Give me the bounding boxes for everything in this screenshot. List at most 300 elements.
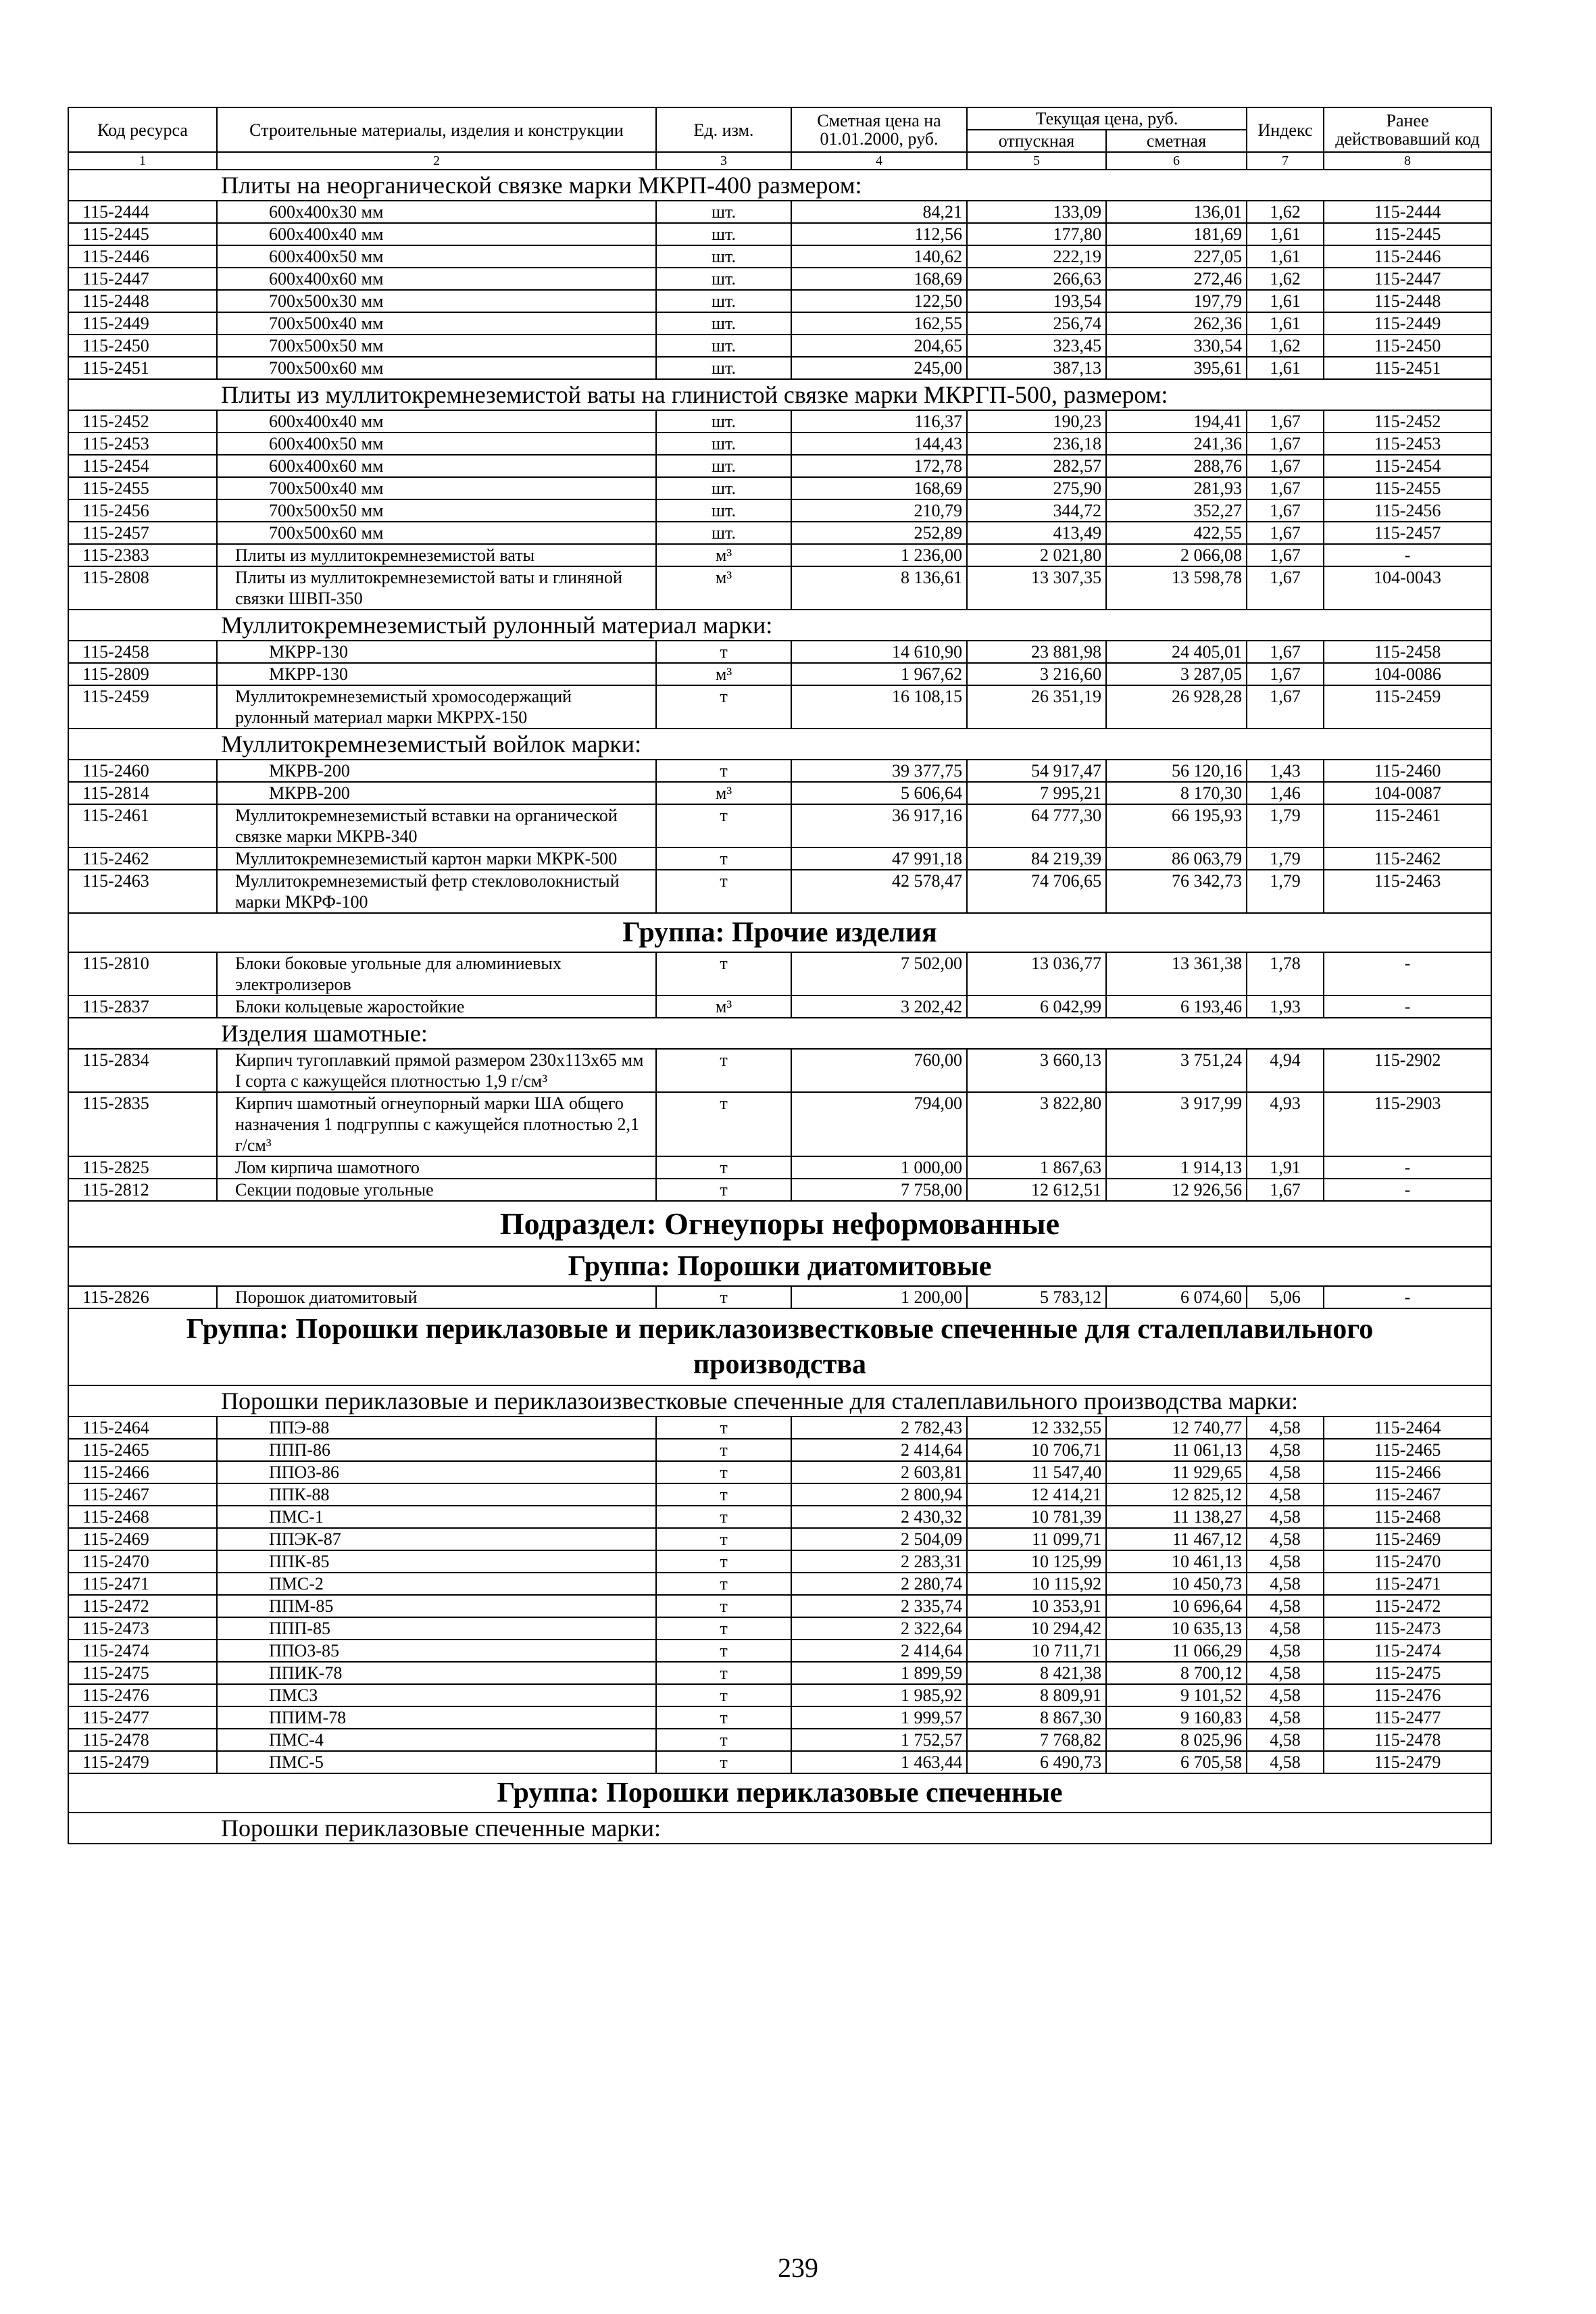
price-2000: 116,37	[791, 410, 967, 433]
release-price: 74 706,65	[967, 870, 1106, 913]
estimate-price: 6 074,60	[1106, 1286, 1247, 1308]
material-name: ППОЗ-86	[217, 1461, 656, 1483]
price-2000: 2 414,64	[791, 1640, 967, 1662]
resource-code: 115-2473	[68, 1617, 217, 1640]
index: 1,67	[1247, 499, 1324, 522]
material-name: МКРВ-200	[217, 782, 656, 804]
index: 1,93	[1247, 995, 1324, 1018]
table-row	[68, 1550, 1491, 1573]
estimate-price: 6 193,46	[1106, 995, 1247, 1018]
subgroup-heading-row	[68, 170, 1491, 201]
unit: т	[656, 1573, 791, 1595]
index: 1,67	[1247, 477, 1324, 499]
estimate-price: 272,46	[1106, 268, 1247, 290]
material-name: Плиты из муллитокремнеземистой ваты	[217, 544, 656, 566]
index: 1,67	[1247, 641, 1324, 663]
estimate-price: 13 598,78	[1106, 566, 1247, 610]
material-name: ПМС-1	[217, 1506, 656, 1528]
unit: шт.	[656, 312, 791, 335]
release-price: 1 867,63	[967, 1156, 1106, 1179]
index: 4,58	[1247, 1706, 1324, 1729]
estimate-price: 66 195,93	[1106, 804, 1247, 847]
material-name: 700x500x60 мм	[217, 522, 656, 544]
estimate-price: 11 066,29	[1106, 1640, 1247, 1662]
resource-code: 115-2478	[68, 1729, 217, 1751]
unit: т	[656, 1706, 791, 1729]
material-name: Кирпич тугоплавкий прямой размером 230x113x65 мм I сорта с кажущейся плотностью 1,9 г/см³	[217, 1049, 656, 1092]
price-2000: 1 985,92	[791, 1684, 967, 1706]
index: 4,58	[1247, 1573, 1324, 1595]
unit: т	[656, 952, 791, 995]
resource-code: 115-2462	[68, 847, 217, 870]
estimate-price: 3 917,99	[1106, 1092, 1247, 1156]
release-price: 7 995,21	[967, 782, 1106, 804]
material-name: Плиты из муллитокремнеземистой ваты и глиняной связки ШВП-350	[217, 566, 656, 610]
unit: шт.	[656, 245, 791, 268]
unit: шт.	[656, 455, 791, 477]
index: 1,67	[1247, 1179, 1324, 1201]
table-row	[68, 1417, 1491, 1439]
header-estimate-price: сметная	[1106, 130, 1247, 152]
index: 4,58	[1247, 1483, 1324, 1506]
unit: т	[656, 1179, 791, 1201]
price-2000: 122,50	[791, 290, 967, 312]
estimate-price: 422,55	[1106, 522, 1247, 544]
release-price: 8 421,38	[967, 1662, 1106, 1684]
material-name: ППК-88	[217, 1483, 656, 1506]
estimate-price: 86 063,79	[1106, 847, 1247, 870]
table-row	[68, 1729, 1491, 1751]
table-row	[68, 544, 1491, 566]
release-price: 177,80	[967, 223, 1106, 245]
previous-code: 115-2444	[1324, 201, 1491, 223]
material-name: ППП-85	[217, 1617, 656, 1640]
release-price: 3 216,60	[967, 663, 1106, 685]
estimate-price: 395,61	[1106, 357, 1247, 379]
material-name: 600x400x60 мм	[217, 268, 656, 290]
release-price: 23 881,98	[967, 641, 1106, 663]
subgroup-heading-row	[68, 1385, 1491, 1417]
subgroup-heading-row	[68, 610, 1491, 641]
release-price: 266,63	[967, 268, 1106, 290]
material-name: ППИК-78	[217, 1662, 656, 1684]
previous-code: 115-2475	[1324, 1662, 1491, 1684]
release-price: 64 777,30	[967, 804, 1106, 847]
table-row	[68, 290, 1491, 312]
estimate-price: 330,54	[1106, 335, 1247, 357]
table-row	[68, 1573, 1491, 1595]
material-name: 600x400x60 мм	[217, 455, 656, 477]
previous-code: 115-2450	[1324, 335, 1491, 357]
release-price: 8 809,91	[967, 1684, 1106, 1706]
material-name: МКРР-130	[217, 663, 656, 685]
table-row	[68, 477, 1491, 499]
resource-code: 115-2463	[68, 870, 217, 913]
unit: т	[656, 1049, 791, 1092]
resource-code: 115-2466	[68, 1461, 217, 1483]
subsection-heading-row	[68, 1201, 1491, 1247]
table-row	[68, 433, 1491, 455]
resource-code: 115-2460	[68, 760, 217, 782]
table-row	[68, 312, 1491, 335]
unit: шт.	[656, 290, 791, 312]
material-name: ПМС-4	[217, 1729, 656, 1751]
resource-code: 115-2461	[68, 804, 217, 847]
resource-code: 115-2383	[68, 544, 217, 566]
table-row	[68, 1049, 1491, 1092]
price-2000: 36 917,16	[791, 804, 967, 847]
previous-code: 115-2478	[1324, 1729, 1491, 1751]
estimate-price: 26 928,28	[1106, 685, 1247, 729]
unit: т	[656, 1729, 791, 1751]
estimate-price: 11 467,12	[1106, 1528, 1247, 1550]
table-row	[68, 1706, 1491, 1729]
resource-code: 115-2449	[68, 312, 217, 335]
table-row	[68, 760, 1491, 782]
release-price: 3 822,80	[967, 1092, 1106, 1156]
subgroup-heading: Плиты на неорганической связке марки МКРП-400 размером:	[68, 170, 1491, 201]
estimate-price: 6 705,58	[1106, 1751, 1247, 1773]
estimate-price: 10 450,73	[1106, 1573, 1247, 1595]
subgroup-heading-row	[68, 729, 1491, 760]
price-2000: 2 322,64	[791, 1617, 967, 1640]
previous-code: 104-0086	[1324, 663, 1491, 685]
group-heading-row	[68, 1247, 1491, 1286]
release-price: 275,90	[967, 477, 1106, 499]
estimate-price: 56 120,16	[1106, 760, 1247, 782]
subgroup-heading: Изделия шамотные:	[68, 1018, 1491, 1049]
release-price: 12 414,21	[967, 1483, 1106, 1506]
unit: т	[656, 1684, 791, 1706]
price-2000: 794,00	[791, 1092, 967, 1156]
header-name: Строительные материалы, изделия и конструкции	[217, 107, 656, 152]
group-heading: Группа: Порошки периклазовые спеченные	[68, 1773, 1491, 1813]
index: 1,67	[1247, 410, 1324, 433]
table-row	[68, 522, 1491, 544]
group-heading-row	[68, 1773, 1491, 1813]
release-price: 3 660,13	[967, 1049, 1106, 1092]
release-price: 10 125,99	[967, 1550, 1106, 1573]
release-price: 282,57	[967, 455, 1106, 477]
unit: т	[656, 1439, 791, 1461]
price-2000: 162,55	[791, 312, 967, 335]
estimate-price: 10 461,13	[1106, 1550, 1247, 1573]
price-2000: 144,43	[791, 433, 967, 455]
price-2000: 1 899,59	[791, 1662, 967, 1684]
header-release-price: отпускная	[967, 130, 1106, 152]
release-price: 6 042,99	[967, 995, 1106, 1018]
price-2000: 84,21	[791, 201, 967, 223]
resource-code: 115-2452	[68, 410, 217, 433]
subgroup-heading: Порошки периклазовые спеченные марки:	[68, 1813, 1491, 1844]
table-row	[68, 1286, 1491, 1308]
resource-code: 115-2446	[68, 245, 217, 268]
release-price: 344,72	[967, 499, 1106, 522]
previous-code: 115-2468	[1324, 1506, 1491, 1528]
previous-code: 115-2476	[1324, 1684, 1491, 1706]
estimate-price: 13 361,38	[1106, 952, 1247, 995]
resource-code: 115-2444	[68, 201, 217, 223]
unit: т	[656, 1595, 791, 1617]
table-body	[68, 170, 1491, 1844]
price-2000: 168,69	[791, 477, 967, 499]
index: 1,67	[1247, 544, 1324, 566]
unit: т	[656, 804, 791, 847]
material-name: 700x500x40 мм	[217, 312, 656, 335]
resource-code: 115-2837	[68, 995, 217, 1018]
estimate-price: 12 926,56	[1106, 1179, 1247, 1201]
material-name: ПМС-5	[217, 1751, 656, 1773]
previous-code: 115-2456	[1324, 499, 1491, 522]
document-page	[68, 107, 1491, 1844]
previous-code: 115-2464	[1324, 1417, 1491, 1439]
table-row	[68, 201, 1491, 223]
table-row	[68, 1528, 1491, 1550]
index: 1,79	[1247, 804, 1324, 847]
unit: т	[656, 1640, 791, 1662]
index: 1,67	[1247, 566, 1324, 610]
resource-code: 115-2474	[68, 1640, 217, 1662]
unit: т	[656, 1156, 791, 1179]
material-name: Муллитокремнеземистый картон марки МКРК-500	[217, 847, 656, 870]
index: 1,79	[1247, 847, 1324, 870]
price-2000: 172,78	[791, 455, 967, 477]
release-price: 10 353,91	[967, 1595, 1106, 1617]
resource-code: 115-2470	[68, 1550, 217, 1573]
price-2000: 210,79	[791, 499, 967, 522]
resource-code: 115-2479	[68, 1751, 217, 1773]
table-row	[68, 335, 1491, 357]
release-price: 10 706,71	[967, 1439, 1106, 1461]
estimate-price: 11 061,13	[1106, 1439, 1247, 1461]
price-2000: 1 236,00	[791, 544, 967, 566]
subgroup-heading-row	[68, 1813, 1491, 1844]
unit: т	[656, 641, 791, 663]
previous-code: -	[1324, 1286, 1491, 1308]
header-current-price: Текущая цена, руб.	[967, 107, 1247, 130]
index: 1,61	[1247, 357, 1324, 379]
price-2000: 2 283,31	[791, 1550, 967, 1573]
previous-code: 115-2452	[1324, 410, 1491, 433]
table-row	[68, 952, 1491, 995]
release-price: 10 115,92	[967, 1573, 1106, 1595]
previous-code: 115-2479	[1324, 1751, 1491, 1773]
estimate-price: 262,36	[1106, 312, 1247, 335]
release-price: 6 490,73	[967, 1751, 1106, 1773]
price-2000: 2 430,32	[791, 1506, 967, 1528]
resource-code: 115-2477	[68, 1706, 217, 1729]
group-heading-row	[68, 913, 1491, 952]
subgroup-heading: Порошки периклазовые и периклазоизвестковые спеченные для сталеплавильного производства марки:	[68, 1385, 1491, 1417]
price-2000: 14 610,90	[791, 641, 967, 663]
price-2000: 140,62	[791, 245, 967, 268]
price-2000: 168,69	[791, 268, 967, 290]
previous-code: 115-2469	[1324, 1528, 1491, 1550]
material-name: 600x400x30 мм	[217, 201, 656, 223]
unit: т	[656, 1550, 791, 1573]
index: 1,46	[1247, 782, 1324, 804]
table-row	[68, 245, 1491, 268]
index: 4,58	[1247, 1417, 1324, 1439]
material-name: 600x400x50 мм	[217, 433, 656, 455]
previous-code: 115-2460	[1324, 760, 1491, 782]
subgroup-heading: Муллитокремнеземистый войлок марки:	[68, 729, 1491, 760]
unit: м³	[656, 544, 791, 566]
estimate-price: 227,05	[1106, 245, 1247, 268]
price-2000: 5 606,64	[791, 782, 967, 804]
unit: т	[656, 1662, 791, 1684]
previous-code: 115-2455	[1324, 477, 1491, 499]
release-price: 7 768,82	[967, 1729, 1106, 1751]
column-number: 8	[1324, 152, 1491, 170]
table-row	[68, 1662, 1491, 1684]
header-unit: Ед. изм.	[656, 107, 791, 152]
price-2000: 42 578,47	[791, 870, 967, 913]
price-2000: 2 800,94	[791, 1483, 967, 1506]
table-row	[68, 1751, 1491, 1773]
material-name: ППП-86	[217, 1439, 656, 1461]
subgroup-heading: Муллитокремнеземистый рулонный материал марки:	[68, 610, 1491, 641]
unit: шт.	[656, 410, 791, 433]
index: 1,62	[1247, 335, 1324, 357]
material-name: ПМСЗ	[217, 1684, 656, 1706]
resource-code: 115-2826	[68, 1286, 217, 1308]
release-price: 10 781,39	[967, 1506, 1106, 1528]
unit: т	[656, 1286, 791, 1308]
header-code: Код ресурса	[68, 107, 217, 152]
resource-code: 115-2467	[68, 1483, 217, 1506]
unit: т	[656, 1617, 791, 1640]
previous-code: 115-2459	[1324, 685, 1491, 729]
unit: т	[656, 685, 791, 729]
resource-code: 115-2469	[68, 1528, 217, 1550]
estimate-price: 181,69	[1106, 223, 1247, 245]
resource-code: 115-2459	[68, 685, 217, 729]
table-row	[68, 782, 1491, 804]
index: 1,78	[1247, 952, 1324, 995]
subgroup-heading: Плиты из муллитокремнеземистой ваты на глинистой связке марки МКРГП-500, размером:	[68, 379, 1491, 410]
table-row	[68, 455, 1491, 477]
estimate-price: 3 751,24	[1106, 1049, 1247, 1092]
material-name: Муллитокремнеземистый вставки на органической связке марки МКРВ-340	[217, 804, 656, 847]
index: 1,61	[1247, 312, 1324, 335]
release-price: 12 332,55	[967, 1417, 1106, 1439]
estimate-price: 11 138,27	[1106, 1506, 1247, 1528]
table-row	[68, 1439, 1491, 1461]
price-2000: 1 752,57	[791, 1729, 967, 1751]
resource-code: 115-2812	[68, 1179, 217, 1201]
release-price: 8 867,30	[967, 1706, 1106, 1729]
material-name: 700x500x40 мм	[217, 477, 656, 499]
material-name: ППК-85	[217, 1550, 656, 1573]
release-price: 387,13	[967, 357, 1106, 379]
estimate-price: 8 170,30	[1106, 782, 1247, 804]
release-price: 26 351,19	[967, 685, 1106, 729]
table-row	[68, 357, 1491, 379]
index: 1,43	[1247, 760, 1324, 782]
release-price: 193,54	[967, 290, 1106, 312]
price-2000: 1 463,44	[791, 1751, 967, 1773]
unit: т	[656, 870, 791, 913]
material-name: 600x400x50 мм	[217, 245, 656, 268]
previous-code: -	[1324, 952, 1491, 995]
resource-code: 115-2455	[68, 477, 217, 499]
index: 4,58	[1247, 1640, 1324, 1662]
material-name: ППОЗ-85	[217, 1640, 656, 1662]
resource-code: 115-2447	[68, 268, 217, 290]
unit: шт.	[656, 499, 791, 522]
subgroup-heading-row	[68, 1018, 1491, 1049]
release-price: 413,49	[967, 522, 1106, 544]
resource-code: 115-2471	[68, 1573, 217, 1595]
release-price: 84 219,39	[967, 847, 1106, 870]
index: 4,58	[1247, 1506, 1324, 1528]
index: 1,67	[1247, 455, 1324, 477]
previous-code: 115-2467	[1324, 1483, 1491, 1506]
header-price-2000: Сметная цена на 01.01.2000, руб.	[791, 107, 967, 152]
unit: шт.	[656, 357, 791, 379]
index: 1,91	[1247, 1156, 1324, 1179]
unit: т	[656, 847, 791, 870]
price-2000: 7 502,00	[791, 952, 967, 995]
resource-code: 115-2454	[68, 455, 217, 477]
previous-code: 115-2446	[1324, 245, 1491, 268]
previous-code: 104-0043	[1324, 566, 1491, 610]
price-2000: 2 504,09	[791, 1528, 967, 1550]
table-row	[68, 685, 1491, 729]
previous-code: 115-2449	[1324, 312, 1491, 335]
resource-code: 115-2458	[68, 641, 217, 663]
release-price: 10 294,42	[967, 1617, 1106, 1640]
unit: шт.	[656, 433, 791, 455]
index: 4,58	[1247, 1595, 1324, 1617]
release-price: 11 547,40	[967, 1461, 1106, 1483]
unit: т	[656, 1483, 791, 1506]
table-row	[68, 268, 1491, 290]
material-name: ППЭК-87	[217, 1528, 656, 1550]
previous-code: 115-2903	[1324, 1092, 1491, 1156]
material-name: ППМ-85	[217, 1595, 656, 1617]
release-price: 236,18	[967, 433, 1106, 455]
index: 1,67	[1247, 663, 1324, 685]
resource-code: 115-2445	[68, 223, 217, 245]
resource-code: 115-2450	[68, 335, 217, 357]
price-2000: 1 200,00	[791, 1286, 967, 1308]
resource-code: 115-2475	[68, 1662, 217, 1684]
estimate-price: 76 342,73	[1106, 870, 1247, 913]
previous-code: 115-2902	[1324, 1049, 1491, 1092]
index: 1,62	[1247, 201, 1324, 223]
material-name: ППЭ-88	[217, 1417, 656, 1439]
release-price: 190,23	[967, 410, 1106, 433]
unit: т	[656, 1461, 791, 1483]
unit: т	[656, 760, 791, 782]
previous-code: 115-2463	[1324, 870, 1491, 913]
previous-code: 115-2461	[1324, 804, 1491, 847]
previous-code: 115-2457	[1324, 522, 1491, 544]
index: 1,67	[1247, 433, 1324, 455]
unit: шт.	[656, 522, 791, 544]
price-2000: 16 108,15	[791, 685, 967, 729]
table-row	[68, 663, 1491, 685]
material-name: МКРВ-200	[217, 760, 656, 782]
index: 1,61	[1247, 223, 1324, 245]
unit: м³	[656, 782, 791, 804]
estimate-price: 1 914,13	[1106, 1156, 1247, 1179]
column-number: 1	[68, 152, 217, 170]
unit: т	[656, 1092, 791, 1156]
table-row	[68, 870, 1491, 913]
